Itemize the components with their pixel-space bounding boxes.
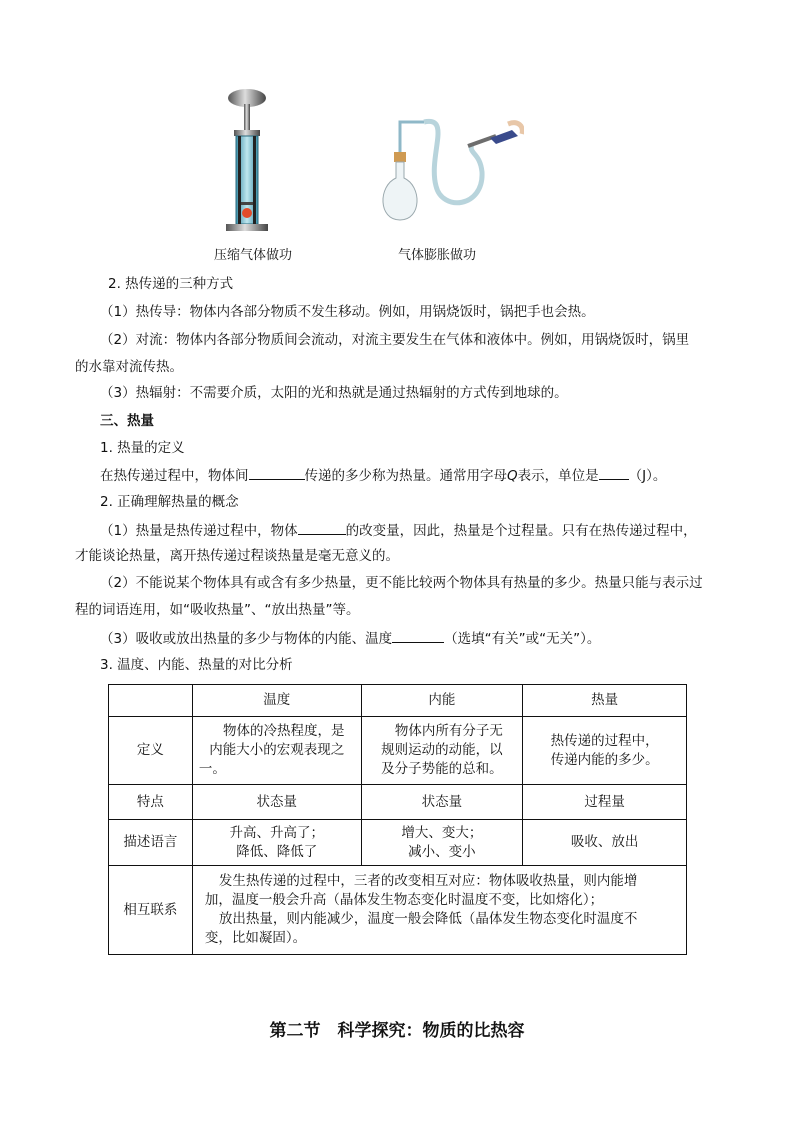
cell-line: 加，温度一般会升高（晶体发生物态变化时温度不变，比如熔化）； xyxy=(204,892,604,908)
convection-text-line2: 的水靠对流传热。 xyxy=(75,359,183,375)
cell-def-heat xyxy=(523,717,687,785)
cell-line: 一。 xyxy=(198,761,226,777)
cell-line: 增大、变大； xyxy=(401,824,483,841)
next-section-title: 第二节 科学探究：物质的比热容 xyxy=(269,1021,525,1041)
def-part-b: 传递的多少称为热量。通常用字母 xyxy=(304,468,507,484)
fill-blank-4[interactable] xyxy=(392,628,444,643)
cell-line: 变，比如凝固）。 xyxy=(204,930,307,946)
concept-3-part-a: （3）吸收或放出热量的多少与物体的内能、温度 xyxy=(100,631,393,647)
table-header-heat: 热量 xyxy=(523,685,687,717)
cell-line: 规则运动的动能，以 xyxy=(381,742,503,758)
heat-concept-heading: 2. 正确理解热量的概念 xyxy=(100,494,239,510)
flask-expansion-figure xyxy=(372,116,524,228)
conduction-text: （1）热传导：物体内各部分物质不发生移动。例如，用锅烧饭时，锅把手也会热。 xyxy=(100,304,595,320)
heat-transfer-heading: 2. 热传递的三种方式 xyxy=(108,276,234,292)
cell-relation xyxy=(192,866,686,955)
fill-blank-3[interactable] xyxy=(298,520,346,535)
cell-language-heat: 吸收、放出 xyxy=(523,820,687,866)
table-row-feature xyxy=(109,785,687,820)
table-header-empty xyxy=(109,685,193,717)
def-part-d: （J）。 xyxy=(628,468,667,484)
cell-line: 减小、变小 xyxy=(408,843,476,860)
cell-feature-internal-energy: 状态量 xyxy=(361,785,523,820)
concept-3-text xyxy=(100,628,600,649)
table-row-relation xyxy=(109,866,687,955)
def-part-a: 在热传递过程中，物体间 xyxy=(100,468,249,484)
cell-line: 物体内所有分子无 xyxy=(394,723,503,739)
cell-feature-temperature: 状态量 xyxy=(192,785,361,820)
radiation-text: （3）热辐射：不需要介质，太阳的光和热就是通过热辐射的方式传到地球的。 xyxy=(100,385,568,401)
comparison-table xyxy=(108,684,687,955)
table-header-row xyxy=(109,685,687,717)
compression-cylinder-icon xyxy=(222,86,272,236)
heat-definition-heading: 1. 热量的定义 xyxy=(100,440,185,456)
concept-2-line2: 程的词语连用，如“吸收热量”、“放出热量”等。 xyxy=(75,602,360,618)
heat-definition-text xyxy=(100,465,666,486)
def-symbol-q: Q xyxy=(507,468,518,484)
concept-1-part-a: （1）热量是热传递过程中，物体 xyxy=(100,523,298,539)
cell-def-internal-energy xyxy=(361,717,523,785)
cell-feature-heat: 过程量 xyxy=(523,785,687,820)
row-label-feature: 特点 xyxy=(109,785,193,820)
cell-line: 升高、升高了； xyxy=(229,824,324,841)
cell-language-internal-energy xyxy=(361,820,523,866)
concept-1-line2: 才能谈论热量，离开热传递过程谈热量是毫无意义的。 xyxy=(75,548,399,564)
cell-def-temperature xyxy=(192,717,361,785)
concept-1-line1 xyxy=(100,520,697,541)
cell-line: 降低、降低了 xyxy=(236,843,318,860)
cell-line: 内能大小的宏观表现之 xyxy=(209,742,345,758)
cell-line: 物体的冷热程度，是 xyxy=(222,723,345,739)
cell-line: 及分子势能的总和。 xyxy=(381,761,503,777)
compression-cylinder-figure xyxy=(222,86,272,236)
concept-1-part-b: 的改变量，因此，热量是个过程量。只有在热传递过程中， xyxy=(345,523,697,539)
table-row-definition xyxy=(109,717,687,785)
flask-expansion-icon xyxy=(372,116,524,228)
table-row-language xyxy=(109,820,687,866)
left-figure-caption: 压缩气体做功 xyxy=(214,248,293,263)
cell-line: 放出热量，则内能减少，温度一般会降低（晶体发生物态变化时温度不 xyxy=(218,911,638,927)
cell-language-temperature xyxy=(192,820,361,866)
heat-section-heading: 三、热量 xyxy=(100,413,154,429)
def-part-c: 表示，单位是 xyxy=(517,468,599,484)
table-header-temperature: 温度 xyxy=(192,685,361,717)
row-label-definition: 定义 xyxy=(109,717,193,785)
cell-line: 发生热传递的过程中，三者的改变相互对应：物体吸收热量，则内能增 xyxy=(218,873,638,889)
table-header-internal-energy: 内能 xyxy=(361,685,523,717)
cell-line: 热传递的过程中， xyxy=(550,732,659,749)
fill-blank-2[interactable] xyxy=(599,465,629,480)
cell-line: 传递内能的多少。 xyxy=(550,751,659,768)
row-label-language: 描述语言 xyxy=(109,820,193,866)
concept-3-part-b: （选填“有关”或“无关”）。 xyxy=(444,631,601,647)
comparison-heading: 3. 温度、内能、热量的对比分析 xyxy=(100,657,293,673)
row-label-relation: 相互联系 xyxy=(109,866,193,955)
right-figure-caption: 气体膨胀做功 xyxy=(398,248,477,263)
fill-blank-1[interactable] xyxy=(249,465,305,480)
convection-text-line1: （2）对流：物体内各部分物质间会流动，对流主要发生在气体和液体中。例如，用锅烧饭时，锅里 xyxy=(100,332,690,348)
concept-2-line1: （2）不能说某个物体具有或含有多少热量，更不能比较两个物体具有热量的多少。热量只能与表示过 xyxy=(100,575,703,591)
